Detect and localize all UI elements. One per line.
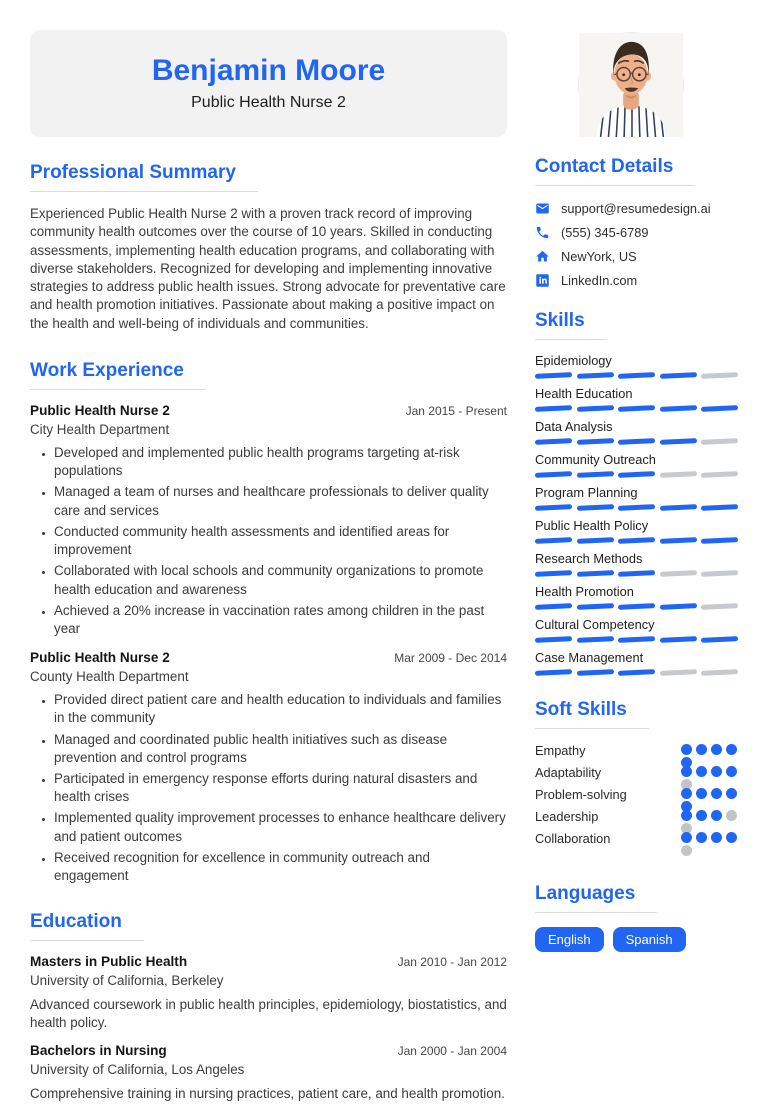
contact-email-text: support@resumedesign.ai [561,201,711,216]
mail-icon [535,201,550,216]
skill-label: Public Health Policy [535,518,649,533]
soft-skill-label: Problem-solving [535,787,627,802]
skill-bar-segment [577,669,614,676]
skill-label: Health Education [535,386,633,401]
job-bullet-list [30,444,507,638]
job-dates: Mar 2009 - Dec 2014 [394,651,507,666]
language-chip-spanish: Spanish [613,927,686,952]
soft-skill-dot [711,766,722,777]
soft-skill-dot [696,810,707,821]
skill-bar-segment [535,603,572,610]
contact-section [535,156,738,288]
soft-skill-dot [711,788,722,799]
skill-bar-segment [535,405,572,412]
skill-bar-segment [577,471,614,478]
skill-bar-segment [577,504,614,511]
skill-bar-segment [535,570,572,577]
soft-skill-dot [726,744,737,755]
job-entry [30,402,507,638]
degree-dates: Jan 2010 - Jan 2012 [397,955,507,970]
soft-skill-label: Empathy [535,743,586,758]
skill-label: Data Analysis [535,419,613,434]
skill-label: Cultural Competency [535,617,655,632]
skill-bar [535,637,738,642]
soft-skill-dot [726,810,737,821]
soft-skill-dot [681,788,692,799]
skill-bar-segment [660,471,697,478]
soft-skill-dot [696,788,707,799]
skill-bar-segment [618,603,655,610]
job-bullet: • Managed and coordinated public health initiatives such as disease prevention and control programs [54,731,507,767]
contact-location-text: NewYork, US [561,249,637,264]
skills-section [535,310,738,675]
main-column [30,162,507,1112]
soft-skill-row [535,831,738,853]
job-company: City Health Department [30,422,170,438]
skill-bar-segment [701,636,738,643]
skill-label: Epidemiology [535,353,612,368]
skill-bar-segment [618,504,655,511]
soft-skill-dot [696,744,707,755]
soft-skill-dot [711,744,722,755]
skill-bar-segment [618,405,655,412]
summary-text: Experienced Public Health Nurse 2 with a proven track record of improving community health outcomes over the course of 10 years. Skilled in conducting assessments, implementing health education programs, and collaborating with diverse stakeholders. Recognized for developing and implementing innovative strategies to address public health issues. Strong advocate for preventative care and health promotion initiatives. Passionate about making a positive impact on the health and well-being of individuals and communities. [30,206,506,331]
contact-item-linkedin[interactable] [535,273,738,288]
profile-photo [578,32,684,138]
soft-skill-dot [681,832,692,843]
soft-skill-dot [726,832,737,843]
skill-bar-segment [535,537,572,544]
skill-label: Research Methods [535,551,643,566]
skill-bar-segment [535,372,572,379]
skill-bar-segment [618,372,655,379]
degree-description: Advanced coursework in public health principles, epidemiology, biostatistics, and health policy. [30,997,507,1031]
skill-bar-segment [701,405,738,412]
soft-skill-dot [711,832,722,843]
skill-bar-segment [535,669,572,676]
skill-bar-segment [701,669,738,676]
soft-skill-dot [681,744,692,755]
work-heading: Work Experience [30,360,206,390]
skill-bar-segment [660,537,697,544]
job-bullet: • Provided direct patient care and health education to individuals and families in the community [54,691,507,727]
skill-bar-segment [618,471,655,478]
skill-bar-segment [535,636,572,643]
contact-item-location [535,249,738,264]
soft-skill-dot [726,788,737,799]
skill-bar-segment [577,438,614,445]
skill-bar [535,406,738,411]
job-bullet: • Achieved a 20% increase in vaccination rates among children in the past year [54,602,507,638]
contact-item-phone[interactable] [535,225,738,240]
soft-skill-dot [711,810,722,821]
skill-bar-segment [535,471,572,478]
job-bullet: • Implemented quality improvement processes to enhance healthcare delivery and patient outcomes [54,809,507,845]
avatar-illustration [579,33,683,137]
language-chip-english: English [535,927,604,952]
contact-linkedin-text: LinkedIn.com [561,273,638,288]
header-card [30,30,507,137]
languages-section [535,883,738,952]
soft-skill-label: Collaboration [535,831,611,846]
skill-bar-segment [618,438,655,445]
skill-bar-segment [535,438,572,445]
skills-heading: Skills [535,310,607,340]
job-bullet: • Conducted community health assessments and identified areas for improvement [54,523,507,559]
soft-skill-dot [681,845,692,856]
job-title: Public Health Nurse 2 [30,650,170,666]
languages-heading: Languages [535,883,657,913]
skill-bar-segment [618,570,655,577]
skill-bar-segment [660,405,697,412]
skill-bar-segment [577,537,614,544]
job-entry [30,649,507,885]
skill-row [535,584,738,609]
soft-skill-dot [681,810,692,821]
skill-bar-segment [577,636,614,643]
skill-bar-segment [577,603,614,610]
contact-item-email[interactable] [535,201,738,216]
work-section [30,360,507,885]
summary-heading: Professional Summary [30,162,258,192]
skill-bar-segment [701,537,738,544]
skill-bar-segment [535,504,572,511]
education-heading: Education [30,911,144,941]
skill-bar-segment [701,570,738,577]
home-icon [535,249,550,264]
job-title: Public Health Nurse 2 [30,403,170,419]
soft-skill-label: Leadership [535,809,599,824]
skill-bar-segment [660,504,697,511]
skill-bar-segment [618,537,655,544]
soft-skill-row [535,765,738,787]
skill-row [535,485,738,510]
phone-icon [535,225,550,240]
school-name: University of California, Berkeley [30,973,224,989]
degree-description: Comprehensive training in nursing practices, patient care, and health promotion. [30,1085,505,1101]
soft-skill-label: Adaptability [535,765,602,780]
skill-label: Health Promotion [535,584,634,599]
candidate-title: Public Health Nurse 2 [191,94,346,111]
skill-bar [535,439,738,444]
soft-skills-heading: Soft Skills [535,699,649,729]
skill-bar-segment [701,438,738,445]
linkedin-icon [535,273,550,288]
soft-skill-dot [681,766,692,777]
school-name: University of California, Los Angeles [30,1061,245,1077]
soft-skill-dots [681,831,738,856]
summary-section [30,162,507,333]
contact-heading: Contact Details [535,156,695,186]
skill-row [535,386,738,411]
job-bullet: • Received recognition for excellence in community outreach and engagement [54,849,507,885]
soft-skill-dot [726,766,737,777]
skill-bar-segment [577,372,614,379]
skill-bar-segment [577,570,614,577]
job-bullet-list [30,691,507,885]
skill-bar-segment [577,405,614,412]
skill-bar [535,604,738,609]
soft-skill-row [535,809,738,831]
soft-skill-dot [696,766,707,777]
skill-label: Community Outreach [535,452,656,467]
skill-bar-segment [660,603,697,610]
education-entry [30,1042,507,1103]
skill-bar-segment [660,372,697,379]
skill-label: Case Management [535,650,644,665]
sidebar-column [535,156,738,952]
soft-skill-row [535,787,738,809]
job-bullet: • Participated in emergency response efforts during natural disasters and health crises [54,770,507,806]
skill-bar-segment [701,471,738,478]
skill-bar-segment [660,438,697,445]
skill-bar-segment [701,372,738,379]
skill-bar-segment [618,669,655,676]
job-bullet: • Collaborated with local schools and community organizations to promote health education and awareness [54,562,507,598]
degree-title: Bachelors in Nursing [30,1042,167,1058]
skill-bar-segment [701,504,738,511]
skill-row [535,353,738,378]
job-bullet: • Developed and implemented public health programs targeting at-risk populations [54,444,507,480]
degree-dates: Jan 2000 - Jan 2004 [397,1043,507,1058]
skill-bar [535,373,738,378]
education-section [30,911,507,1103]
skill-row [535,551,738,576]
contact-phone-text: (555) 345-6789 [561,225,649,240]
skill-bar [535,670,738,675]
skill-row [535,617,738,642]
skill-row [535,650,738,675]
skill-bar [535,472,738,477]
soft-skill-row [535,743,738,765]
job-bullet: • Managed a team of nurses and healthcare professionals to deliver quality care and services [54,483,507,519]
skill-bar-segment [660,570,697,577]
job-company: County Health Department [30,669,189,685]
skill-bar-segment [660,636,697,643]
skill-row [535,452,738,477]
job-dates: Jan 2015 - Present [405,404,507,419]
soft-skill-dot [696,832,707,843]
soft-skills-section [535,699,738,853]
skill-label: Program Planning [535,485,638,500]
skill-bar-segment [660,669,697,676]
skill-bar [535,505,738,510]
education-entry [30,953,507,1033]
candidate-name: Benjamin Moore [151,54,386,87]
skill-bar-segment [618,636,655,643]
skill-bar-segment [701,603,738,610]
skill-row [535,518,738,543]
degree-title: Masters in Public Health [30,954,188,970]
skill-row [535,419,738,444]
skill-bar [535,538,738,543]
skill-bar [535,571,738,576]
